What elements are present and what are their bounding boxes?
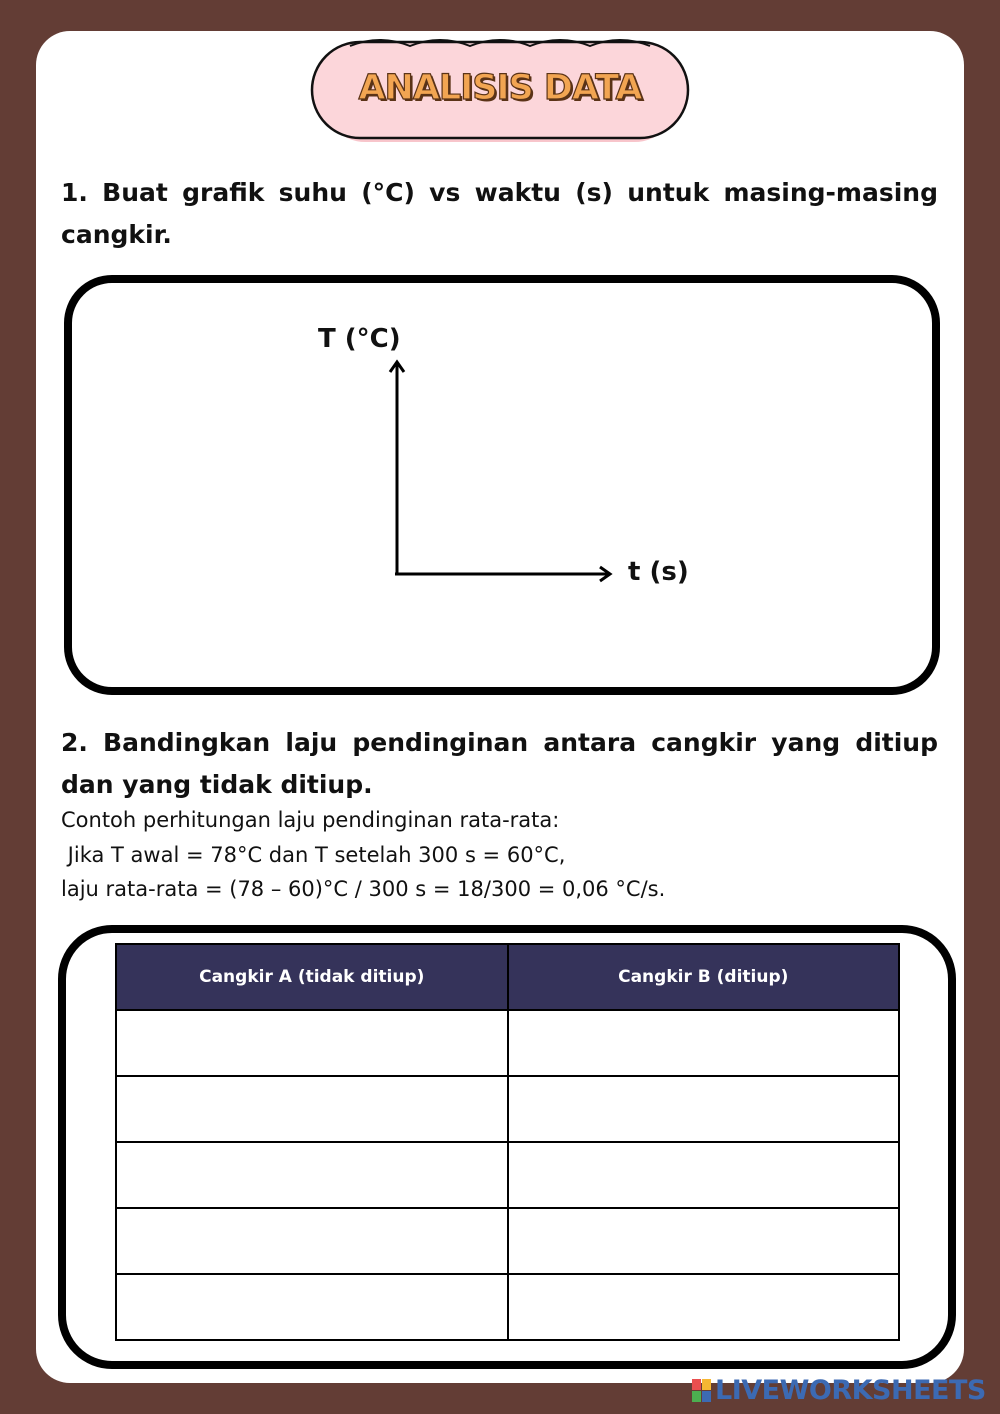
brand-name: LIVEWORKSHEETS [715,1374,986,1406]
table-row [116,1208,899,1274]
graph-axes [0,0,1000,700]
comparison-table [115,943,900,1341]
liveworksheets-footer [692,1375,986,1405]
answer-cell[interactable] [508,1076,900,1142]
table-row [116,1010,899,1076]
answer-cell[interactable] [116,1010,508,1076]
answer-cell[interactable] [116,1076,508,1142]
question-2: 2. Bandingkan laju pendinginan antara cangkir yang ditiup dan yang tidak ditiup. [61,728,938,799]
table-row [116,1274,899,1340]
answer-cell[interactable] [508,1208,900,1274]
column-header-cangkir-b: Cangkir B (ditiup) [508,944,900,1010]
question-1: 1. Buat grafik suhu (°C) vs waktu (s) untuk masing-masing cangkir. [61,178,938,249]
answer-cell[interactable] [508,1142,900,1208]
table-header-row [116,944,899,1010]
x-axis-label: t (s) [628,557,689,587]
table-row [116,1142,899,1208]
column-header-cangkir-a: Cangkir A (tidak ditiup) [116,944,508,1010]
y-axis-label: T (°C) [318,324,401,354]
table-row [116,1076,899,1142]
answer-cell[interactable] [116,1274,508,1340]
liveworksheets-logo-icon [692,1379,711,1402]
answer-cell[interactable] [116,1142,508,1208]
page-title: ANALISIS DATA [358,68,642,108]
answer-cell[interactable] [116,1208,508,1274]
answer-cell[interactable] [508,1274,900,1340]
example-line: laju rata-rata = (78 – 60)°C / 300 s = 18/300 = 0,06 °C/s. [61,877,666,901]
example-line: Contoh perhitungan laju pendinginan rata-rata: [61,808,560,832]
example-line: Jika T awal = 78°C dan T setelah 300 s = 60°C, [61,843,566,867]
answer-cell[interactable] [508,1010,900,1076]
